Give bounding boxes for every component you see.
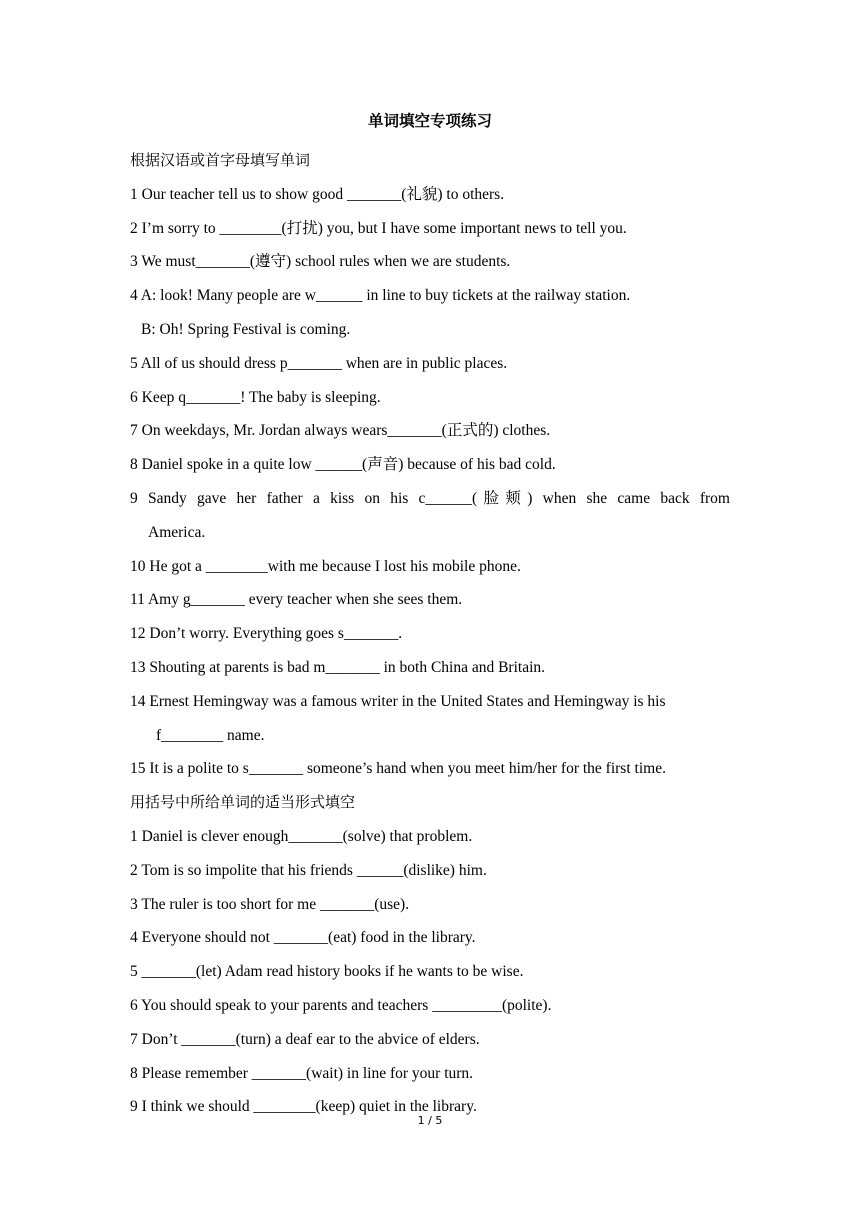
document-title: 单词填空专项练习 [367, 112, 492, 130]
question-2-7: 7 Don’t _______(turn) a deaf ear to the abvice of elders. [130, 1030, 480, 1048]
page-number: 1 / 5 [417, 1114, 443, 1127]
question-1-13: 13 Shouting at parents is bad m_______ in both China and Britain. [130, 658, 546, 676]
question-1-4: 4 A: look! Many people are w______ in line to buy tickets at the railway station. [130, 287, 631, 305]
question-1-12: 12 Don’t worry. Everything goes s_______. [130, 625, 403, 643]
question-2-2: 2 Tom is so impolite that his friends ______(dislike) him. [130, 861, 487, 879]
section-heading-1: 根据汉语或首字母填写单词 [130, 151, 311, 169]
question-2-6: 6 You should speak to your parents and teachers _________(polite). [130, 996, 552, 1014]
question-2-4: 4 Everyone should not _______(eat) food in the library. [130, 929, 476, 947]
question-1-1: 1 Our teacher tell us to show good _______(礼貌) to others. [130, 185, 505, 203]
question-2-9: 9 I think we should ________(keep) quiet in the library. [130, 1098, 477, 1116]
question-1-7: 7 On weekdays, Mr. Jordan always wears_______(正式的) clothes. [130, 422, 551, 440]
question-1-6: 6 Keep q_______! The baby is sleeping. [130, 388, 381, 406]
question-1-11: 11 Amy g_______ every teacher when she sees them. [130, 591, 463, 609]
question-2-8: 8 Please remember _______(wait) in line for your turn. [130, 1064, 474, 1082]
question-1-4-reply: B: Oh! Spring Festival is coming. [141, 320, 351, 338]
question-1-9: 9 Sandy gave her father a kiss on his c______(脸颊) when she came back from [130, 489, 730, 507]
question-1-9-continued: America. [148, 523, 206, 541]
question-2-5: 5 _______(let) Adam read history books if he wants to be wise. [130, 963, 524, 981]
question-1-3: 3 We must_______(遵守) school rules when we are students. [130, 253, 511, 271]
question-1-5: 5 All of us should dress p_______ when are in public places. [130, 354, 508, 372]
question-1-14: 14 Ernest Hemingway was a famous writer in the United States and Hemingway is his [130, 692, 666, 710]
question-1-8: 8 Daniel spoke in a quite low ______(声音) because of his bad cold. [130, 456, 556, 474]
question-1-15: 15 It is a polite to s_______ someone’s hand when you meet him/her for the first time. [130, 760, 666, 778]
question-2-3: 3 The ruler is too short for me _______(use). [130, 895, 410, 913]
question-2-1: 1 Daniel is clever enough_______(solve) that problem. [130, 827, 473, 845]
question-1-10: 10 He got a ________with me because I lost his mobile phone. [130, 557, 521, 575]
document-content [130, 144, 730, 1124]
question-1-2: 2 I’m sorry to ________(打扰) you, but I have some important news to tell you. [130, 219, 627, 237]
section-heading-2: 用括号中所给单词的适当形式填空 [130, 793, 356, 812]
question-1-14-continued: f________ name. [156, 726, 265, 744]
